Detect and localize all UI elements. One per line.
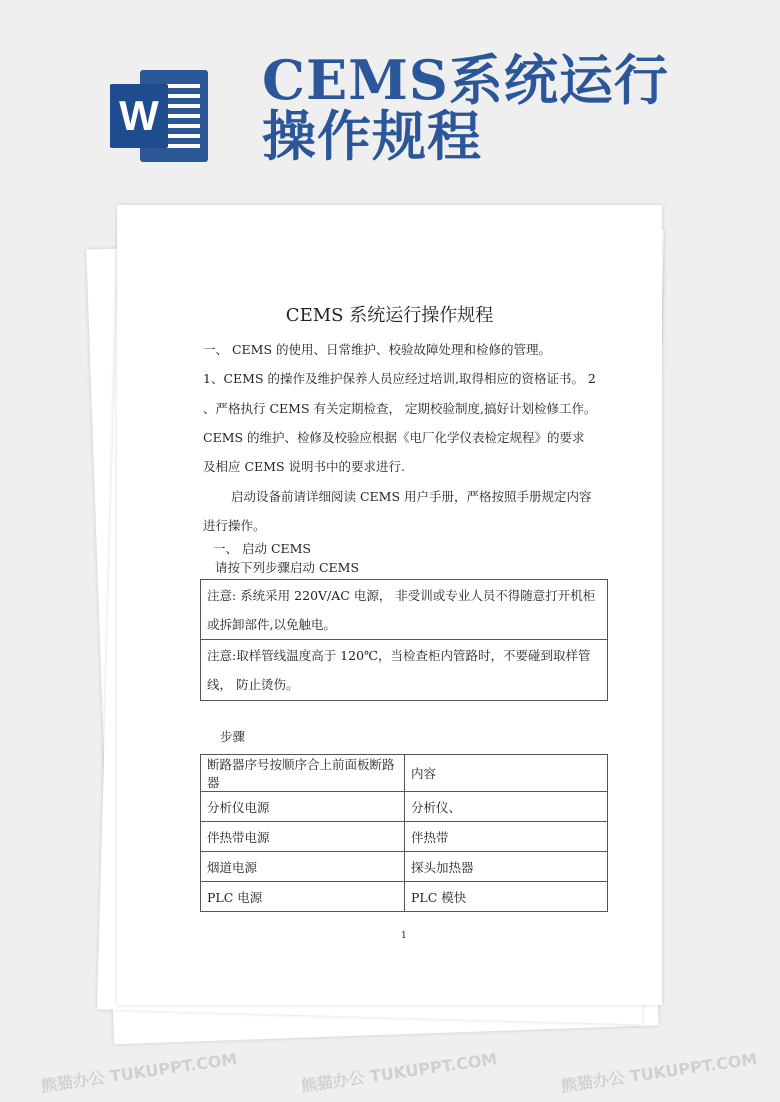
table-cell: 伴热带 [405,822,608,852]
header-title-line2: 操作规程 [262,104,482,168]
note-cell: 注意:取样管线温度高于 120℃，当检查柜内管路时，不要碰到取样管线， 防止烫伤。 [201,640,608,701]
table-cell: 探头加热器 [405,852,608,882]
paragraph-line: 1、CEMS 的操作及维护保养人员应经过培训,取得相应的资格证书。 2 [203,371,596,386]
paragraph-line: 及相应 CEMS 说明书中的要求进行. [203,459,405,474]
page-number: 1 [401,931,407,941]
header-title-line1: CEMS系统运行 [262,48,669,112]
table-cell: 烟道电源 [201,852,405,882]
watermark: 熊猫办公 TUKUPPT.COM [559,1049,759,1096]
table-cell: 分析仪、 [405,792,608,822]
paragraph-line: 进行操作。 [203,518,266,533]
table-cell: 分析仪电源 [201,792,405,822]
notes-table [200,579,608,701]
paragraph-line: 、严格执行 CEMS 有关定期检查， 定期校验制度,搞好计划检修工作。 [203,401,597,416]
table-cell: PLC 模快 [405,882,608,912]
paragraph-line: CEMS 的维护、检修及校验应根据《电厂化学仪表检定规程》的要求 [203,430,585,445]
word-icon [110,70,208,162]
watermark: 熊猫办公 TUKUPPT.COM [39,1049,239,1096]
header-title [262,48,669,168]
steps-table [200,754,608,912]
document-title: CEMS 系统运行操作规程 [285,305,494,326]
section-heading: 一、 启动 CEMS [213,541,311,556]
document-page [117,205,662,1005]
paragraph-line: 启动设备前请详细阅读 CEMS 用户手册，严格按照手册规定内容 [231,489,592,504]
table-cell: PLC 电源 [201,882,405,912]
watermark: 熊猫办公 TUKUPPT.COM [299,1049,499,1096]
table-cell: 断路器序号按顺序合上前面板断路器 [201,755,405,792]
overlap-text: 请按下列步骤启动 CEMS [215,560,360,575]
word-icon-letter: W [110,84,168,148]
paragraph-line: 一、 CEMS 的使用、日常维护、校验故障处理和检修的管理。 [203,342,551,357]
table-cell: 伴热带电源 [201,822,405,852]
table-cell: 内容 [405,755,608,792]
note-cell: 注意: 系统采用 220V/AC 电源， 非受训或专业人员不得随意打开机柜或拆卸部件,以免触电。 [201,580,608,640]
steps-label: 步骤 [220,729,246,744]
